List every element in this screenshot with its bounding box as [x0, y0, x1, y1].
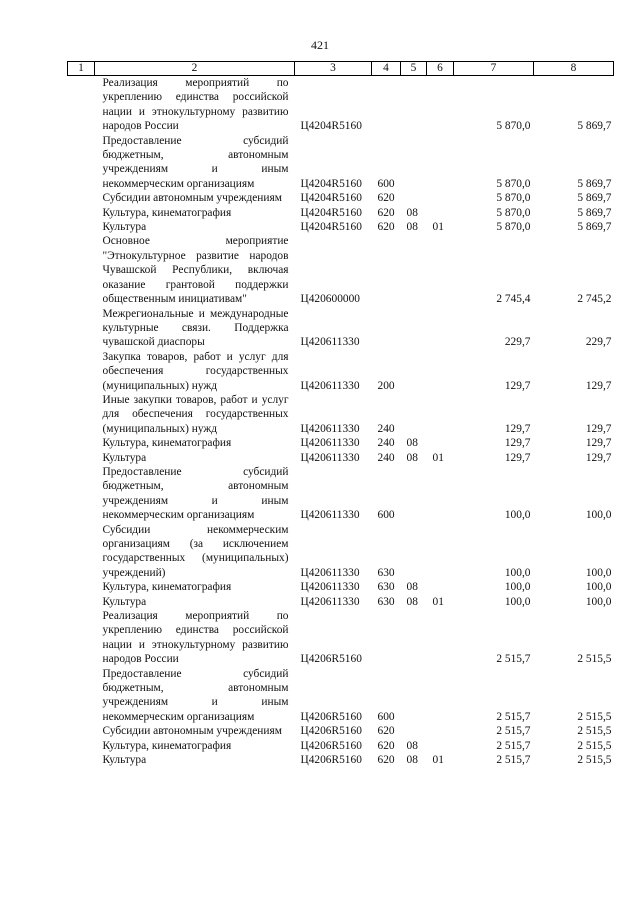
item-name-cell: Культура, кинематография	[102, 739, 232, 752]
executed-amount-cell: 5 869,7	[577, 120, 612, 133]
row-number-cell	[68, 76, 95, 134]
executed-amount-cell: 2 515,5	[577, 739, 612, 752]
section-cell	[401, 234, 427, 306]
planned-amount-cell: 2 515,7	[496, 725, 531, 738]
subsection-cell	[427, 580, 454, 594]
target-code-cell: Ц420611330	[300, 422, 360, 435]
table-row	[68, 595, 614, 609]
item-name-cell: Закупка товаров, работ и услуг для обеспечения государственных (муниципальных) нужд	[102, 350, 289, 392]
item-name-cell: Культура, кинематография	[102, 581, 232, 594]
section-cell: 08	[406, 221, 418, 234]
target-code-cell: Ц420611330	[300, 451, 360, 464]
executed-amount-cell: 5 869,7	[577, 221, 612, 234]
executed-amount-cell: 2 515,5	[577, 653, 612, 666]
executed-amount-cell: 2 515,5	[577, 710, 612, 723]
column-header: 6	[427, 62, 454, 76]
planned-amount-cell: 5 870,0	[496, 206, 531, 219]
planned-amount-cell: 229,7	[504, 336, 531, 349]
planned-amount-cell: 100,0	[504, 581, 531, 594]
subsection-cell	[427, 134, 454, 192]
subsection-cell	[427, 739, 454, 753]
table-row	[68, 76, 614, 134]
item-name-cell: Предоставление субсидий бюджетным, автономным учреждениям и иным некоммерческим организациям	[102, 465, 289, 522]
target-code-cell: Ц420611330	[300, 581, 360, 594]
expense-type-cell: 620	[377, 206, 395, 219]
item-name-cell: Культура	[102, 221, 147, 234]
item-name-cell: Основное мероприятие "Этнокультурное развитие народов Чувашской Республики, включая оказание грантовой поддержки общественным инициативам"	[102, 235, 289, 306]
expense-type-cell	[372, 609, 401, 667]
section-cell: 08	[406, 581, 418, 594]
section-cell: 08	[406, 595, 418, 608]
section-cell	[401, 134, 427, 192]
target-code-cell: Ц4206R5160	[300, 739, 362, 752]
column-header: 1	[68, 62, 95, 76]
executed-amount-cell: 5 869,7	[577, 206, 612, 219]
item-name-cell: Межрегиональные и международные культурные связи. Поддержка чувашской диаспоры	[102, 307, 289, 349]
target-code-cell: Ц420611330	[300, 595, 360, 608]
table-row	[68, 667, 614, 725]
subsection-cell	[427, 667, 454, 725]
planned-amount-cell: 5 870,0	[496, 177, 531, 190]
planned-amount-cell: 5 870,0	[496, 221, 531, 234]
row-number-cell	[68, 393, 95, 436]
row-number-cell	[68, 609, 95, 667]
target-code-cell: Ц420611330	[300, 437, 360, 450]
subsection-cell	[427, 307, 454, 350]
row-number-cell	[68, 191, 95, 205]
planned-amount-cell: 100,0	[504, 566, 531, 579]
item-name-cell: Субсидии автономным учреждениям	[102, 725, 282, 738]
executed-amount-cell: 129,7	[585, 437, 612, 450]
column-header: 5	[401, 62, 427, 76]
row-number-cell	[68, 220, 95, 234]
subsection-cell	[427, 465, 454, 523]
section-cell	[401, 307, 427, 350]
table-row	[68, 234, 614, 306]
section-cell	[401, 667, 427, 725]
expense-type-cell: 240	[377, 422, 395, 435]
row-number-cell	[68, 724, 95, 738]
target-code-cell: Ц420600000	[300, 293, 360, 306]
subsection-cell	[427, 191, 454, 205]
section-cell: 08	[406, 206, 418, 219]
target-code-cell: Ц4206R5160	[300, 710, 362, 723]
expense-type-cell: 620	[377, 725, 395, 738]
table-row	[68, 580, 614, 594]
table-row	[68, 739, 614, 753]
planned-amount-cell: 5 870,0	[496, 192, 531, 205]
target-code-cell: Ц4204R5160	[300, 206, 362, 219]
expense-type-cell	[372, 307, 401, 350]
section-cell: 08	[406, 754, 418, 767]
target-code-cell: Ц4204R5160	[300, 120, 362, 133]
expense-type-cell: 620	[377, 221, 395, 234]
header-row	[68, 62, 614, 76]
table-body	[68, 76, 614, 768]
subsection-cell: 01	[432, 754, 444, 767]
expense-type-cell: 600	[377, 177, 395, 190]
row-number-cell	[68, 451, 95, 465]
column-header: 7	[454, 62, 534, 76]
planned-amount-cell: 129,7	[504, 451, 531, 464]
executed-amount-cell: 129,7	[585, 379, 612, 392]
executed-amount-cell: 2 515,5	[577, 754, 612, 767]
section-cell	[401, 465, 427, 523]
expense-type-cell: 630	[377, 566, 395, 579]
target-code-cell: Ц420611330	[300, 379, 360, 392]
row-number-cell	[68, 307, 95, 350]
column-header: 4	[372, 62, 401, 76]
planned-amount-cell: 100,0	[504, 509, 531, 522]
section-cell	[401, 191, 427, 205]
subsection-cell	[427, 724, 454, 738]
planned-amount-cell: 129,7	[504, 422, 531, 435]
subsection-cell	[427, 393, 454, 436]
planned-amount-cell: 2 515,7	[496, 710, 531, 723]
target-code-cell: Ц420611330	[300, 336, 360, 349]
subsection-cell	[427, 436, 454, 450]
target-code-cell: Ц420611330	[300, 509, 360, 522]
row-number-cell	[68, 753, 95, 767]
row-number-cell	[68, 595, 95, 609]
table-row	[68, 307, 614, 350]
target-code-cell: Ц4204R5160	[300, 221, 362, 234]
planned-amount-cell: 2 745,4	[496, 293, 531, 306]
table-row	[68, 609, 614, 667]
item-name-cell: Субсидии некоммерческим организациям (за исключением государственных (муниципальных) учреждений)	[102, 523, 289, 579]
planned-amount-cell: 2 515,7	[496, 739, 531, 752]
target-code-cell: Ц4206R5160	[300, 754, 362, 767]
subsection-cell	[427, 609, 454, 667]
section-cell	[401, 609, 427, 667]
subsection-cell: 01	[432, 221, 444, 234]
target-code-cell: Ц4204R5160	[300, 177, 362, 190]
item-name-cell: Реализация мероприятий по укреплению единства российской нации и этнокультурному развитию народов России	[102, 610, 289, 666]
table-row	[68, 206, 614, 220]
item-name-cell: Иные закупки товаров, работ и услуг для обеспечения государственных (муниципальных) нужд	[102, 393, 289, 435]
page-number: 421	[311, 38, 329, 52]
section-cell: 08	[406, 739, 418, 752]
executed-amount-cell: 100,0	[585, 595, 612, 608]
planned-amount-cell: 100,0	[504, 595, 531, 608]
table-row	[68, 753, 614, 767]
expense-type-cell: 630	[377, 595, 395, 608]
planned-amount-cell: 2 515,7	[496, 653, 531, 666]
section-cell	[401, 523, 427, 581]
section-cell	[401, 393, 427, 436]
table-row	[68, 191, 614, 205]
table-row	[68, 350, 614, 393]
item-name-cell: Культура	[102, 451, 147, 464]
subsection-cell: 01	[432, 451, 444, 464]
table-row	[68, 451, 614, 465]
item-name-cell: Культура	[102, 595, 147, 608]
executed-amount-cell: 129,7	[585, 422, 612, 435]
target-code-cell: Ц420611330	[300, 566, 360, 579]
section-cell	[401, 724, 427, 738]
row-number-cell	[68, 739, 95, 753]
target-code-cell: Ц4204R5160	[300, 192, 362, 205]
subsection-cell: 01	[432, 595, 444, 608]
expense-type-cell: 240	[377, 437, 395, 450]
subsection-cell	[427, 523, 454, 581]
column-header: 3	[295, 62, 372, 76]
table-row	[68, 436, 614, 450]
section-cell	[401, 76, 427, 134]
expense-type-cell: 600	[377, 710, 395, 723]
expense-type-cell: 630	[377, 581, 395, 594]
table-header	[68, 62, 614, 76]
executed-amount-cell: 100,0	[585, 581, 612, 594]
subsection-cell	[427, 206, 454, 220]
expense-type-cell: 200	[377, 379, 395, 392]
column-header: 8	[534, 62, 614, 76]
expense-type-cell	[372, 76, 401, 134]
item-name-cell: Культура	[102, 754, 147, 767]
row-number-cell	[68, 523, 95, 581]
table-row	[68, 523, 614, 581]
expense-type-cell: 620	[377, 739, 395, 752]
expense-type-cell: 620	[377, 192, 395, 205]
item-name-cell: Реализация мероприятий по укреплению единства российской нации и этнокультурному развитию народов России	[102, 77, 289, 133]
planned-amount-cell: 5 870,0	[496, 120, 531, 133]
row-number-cell	[68, 234, 95, 306]
column-header: 2	[95, 62, 295, 76]
subsection-cell	[427, 234, 454, 306]
item-name-cell: Субсидии автономным учреждениям	[102, 192, 282, 205]
budget-table	[67, 61, 614, 768]
executed-amount-cell: 100,0	[585, 509, 612, 522]
row-number-cell	[68, 350, 95, 393]
executed-amount-cell: 2 515,5	[577, 725, 612, 738]
table-row	[68, 465, 614, 523]
section-cell: 08	[406, 451, 418, 464]
expense-type-cell: 240	[377, 451, 395, 464]
executed-amount-cell: 229,7	[585, 336, 612, 349]
section-cell	[401, 350, 427, 393]
target-code-cell: Ц4206R5160	[300, 653, 362, 666]
row-number-cell	[68, 580, 95, 594]
section-cell: 08	[406, 437, 418, 450]
row-number-cell	[68, 465, 95, 523]
planned-amount-cell: 129,7	[504, 379, 531, 392]
executed-amount-cell: 5 869,7	[577, 192, 612, 205]
executed-amount-cell: 5 869,7	[577, 177, 612, 190]
target-code-cell: Ц4206R5160	[300, 725, 362, 738]
expense-type-cell	[372, 234, 401, 306]
expense-type-cell: 620	[377, 754, 395, 767]
planned-amount-cell: 129,7	[504, 437, 531, 450]
item-name-cell: Предоставление субсидий бюджетным, автономным учреждениям и иным некоммерческим организациям	[102, 667, 289, 723]
table-row	[68, 393, 614, 436]
item-name-cell: Культура, кинематография	[102, 437, 232, 450]
row-number-cell	[68, 206, 95, 220]
executed-amount-cell: 100,0	[585, 566, 612, 579]
executed-amount-cell: 2 745,2	[577, 293, 612, 306]
item-name-cell: Предоставление субсидий бюджетным, автономным учреждениям и иным некоммерческим организациям	[102, 134, 289, 190]
subsection-cell	[427, 76, 454, 134]
row-number-cell	[68, 134, 95, 192]
expense-type-cell: 600	[377, 509, 395, 522]
subsection-cell	[427, 350, 454, 393]
executed-amount-cell: 129,7	[585, 451, 612, 464]
row-number-cell	[68, 667, 95, 725]
item-name-cell: Культура, кинематография	[102, 206, 232, 219]
table-row	[68, 220, 614, 234]
planned-amount-cell: 2 515,7	[496, 754, 531, 767]
row-number-cell	[68, 436, 95, 450]
table-row	[68, 724, 614, 738]
table-row	[68, 134, 614, 192]
